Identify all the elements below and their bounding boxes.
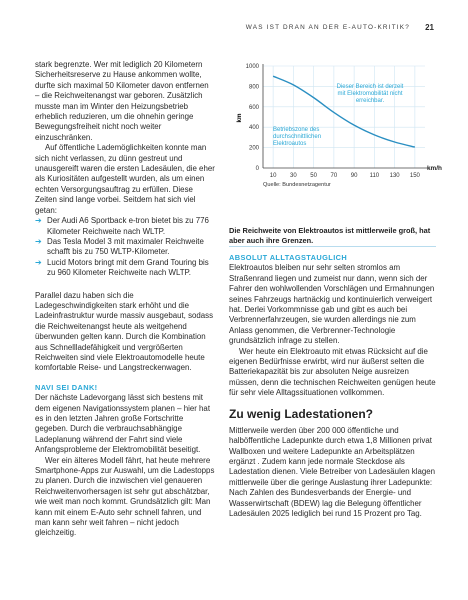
chart-svg	[229, 58, 442, 228]
chart-annotation-line: Elektroautos	[273, 141, 307, 147]
paragraph: Der nächste Ladevorgang lässt sich bestens mit dem eigenen Navigationssystem planen – hier hat es in den letzten Jahren große Fortschritte gegeben. Durch die verbrauchsabhängige Ladeplanung während der Fahrt sind viele Anfangsprobleme der Elektromobilität beseitigt.	[35, 393, 211, 455]
paragraph: Wer heute ein Elektroauto mit etwas Rücksicht auf die eigenen Bedürfnisse erwirbt, wird nur äußerst selten die Batteriekapazität bis zur absoluten Neige ausreizen müssen, denn die technischen Reichweiten genügen heute für sehr viele Alltagssituationen vollkommen.	[229, 346, 436, 398]
chart-source: Quelle: Bundesnetzagentur	[263, 182, 331, 188]
chart-annotation-line: mit Elektromobilität nicht	[337, 91, 403, 97]
y-axis-label: km	[236, 113, 243, 123]
paragraph: stark begrenzte. Wer mit lediglich 20 Kilometern Sicherheitsreserve zu Hause ankommen wollte, durfte sich maximal 50 Kilometer davon entfernen – die Reichweitenangst war geboren. Zusätzlich musste man im Winter den Heizungsbetrieb erheblich reduzieren, um die ohnehin geringe Bewegungsfreiheit nicht noch weiter einzuschränken.	[35, 60, 209, 142]
right-column	[229, 253, 436, 519]
paragraph: Elektroautos bleiben nur sehr selten stromlos am Straßenrand liegen und zumeist nur dann, wenn sich der Fahrer den wohlwollenden Vorschlägen und Ermahnungen seines Fahrzeugs hartnäckig und kontinuierlich verweigert hat. Derlei Vorkommnisse gab und gibt es auch bei Verbrennerfahrzeugen, sie wurden allerdings nie zum Anlass genommen, die Verbrenner-Technologie grundsätzlich infrage zu stellen.	[229, 263, 435, 346]
section-heading: ABSOLUT ALLTAGSTAUGLICH	[229, 253, 348, 262]
chart-annotation-line: Betriebszone des	[273, 127, 320, 133]
y-tick-label: 200	[248, 145, 259, 152]
range-chart	[229, 58, 442, 228]
x-axis-label: km/h	[427, 165, 442, 172]
left-column	[35, 60, 215, 539]
list-item	[35, 258, 215, 279]
paragraph: Wer ein älteres Modell fährt, hat heute mehrere Smartphone-Apps zur Auswahl, um die Ladestopps zu planen. Durch die inzwischen viel genaueren Reichweitenvorhersagen ist sehr gut abschätzbar, wie weit man noch kommt. Grundsätzlich gilt: Man kann mit einem E-Auto sehr schnell fahren, und man kann sehr weit fahren – nicht jedoch gleichzeitig.	[35, 455, 215, 538]
x-tick-label: 150	[409, 173, 420, 179]
list-item-text: Lucid Motors bringt mit dem Grand Touring bis zu 960 Kilometer Reichweite nach WLTP.	[47, 257, 209, 278]
x-tick-label: 130	[389, 173, 400, 179]
x-tick-label: 90	[350, 173, 358, 179]
chart-annotation	[337, 84, 404, 104]
y-tick-label: 800	[248, 84, 259, 91]
paragraph: Mittlerweile werden über 200 000 öffentliche und halböffentliche Ladepunkte durch etwa 1,8 Millionen privat Wallboxen und weitere Ladepunkte an Arbeitsplätzen ergänzt . Zudem kann jede normale Steckdose als Ladestation dienen. Viele Betreiber von Ladesäulen klagen mittlerweile über die geringe Auslastung ihrer Ladepunkte: Nach Zahlen des Bundesverbands der Energie- und Wasserwirtschaft (BDEW) lag die Belegung öffentlicher Ladesäulen 2025 lediglich bei rund 15 Prozent pro Tag.	[229, 425, 436, 518]
list-item	[35, 237, 215, 258]
chapter-title: WAS IST DRAN AN DER E-AUTO-KRITIK?	[245, 24, 410, 31]
arrow-right-icon: ➔	[35, 216, 42, 226]
arrow-right-icon: ➔	[35, 236, 42, 246]
x-tick-label: 50	[310, 173, 317, 179]
list-item-text: Das Tesla Model 3 mit maximaler Reichweite schafft bis zu 750 WLTP-Kilometer.	[47, 236, 204, 257]
x-tick-label: 110	[369, 173, 380, 179]
chart-axes	[263, 64, 429, 168]
y-tick-label: 1000	[245, 64, 259, 70]
paragraph: Parallel dazu haben sich die Ladegeschwindigkeiten stark erhöht und die Ladeinfrastruktur wurde massiv ausgebaut, sodass die Reichweitenangst heute als weitgehend überwunden gelten kann. Durch die Kombination aus Schnellladefähigkeit und vergrößerten Reichweiten sind viele Elektroautomodelle heute komfortable Reise- und Langstreckenwagen.	[35, 290, 214, 373]
divider	[229, 246, 436, 247]
chart-ticks	[246, 64, 421, 179]
heading: Zu wenig Ladestationen?	[229, 406, 374, 421]
section-heading: NAVI SEI DANK!	[35, 382, 98, 392]
x-tick-label: 30	[290, 173, 297, 179]
running-header	[0, 24, 468, 36]
chart-annotation-line: erreichbar.	[355, 98, 385, 104]
x-tick-label: 10	[269, 173, 277, 179]
chart-annotation-line: Dieser Bereich ist derzeit	[336, 84, 404, 90]
y-tick-label: 600	[248, 104, 259, 111]
paragraph: Auf öffentliche Lademöglichkeiten konnte man sich nicht verlassen, zu dünn gestreut und unausgereift waren die ersten Ladesäulen, die eher als Kuriositäten aufgestellt wurden, als um einen echten Versorgungsauftrag zu erfüllen. Diese Zeiten sind lange vorbei. Seitdem hat sich viel getan:	[35, 143, 215, 215]
arrow-right-icon: ➔	[35, 257, 42, 267]
x-tick-label: 70	[330, 173, 338, 179]
list-item-text: Der Audi A6 Sportback e-tron bietet bis zu 776 Kilometer Reichweite nach WLTP.	[47, 216, 209, 236]
y-tick-label: 400	[248, 125, 259, 132]
list-item	[35, 216, 215, 237]
chart-caption: Die Reichweite von Elektroautos ist mittlerweile groß, hat aber auch ihre Grenzen.	[229, 226, 431, 245]
y-tick-label: 0	[255, 166, 259, 172]
chart-annotation-line: durchschnittlichen	[273, 134, 322, 140]
page-number: 21	[425, 23, 434, 32]
